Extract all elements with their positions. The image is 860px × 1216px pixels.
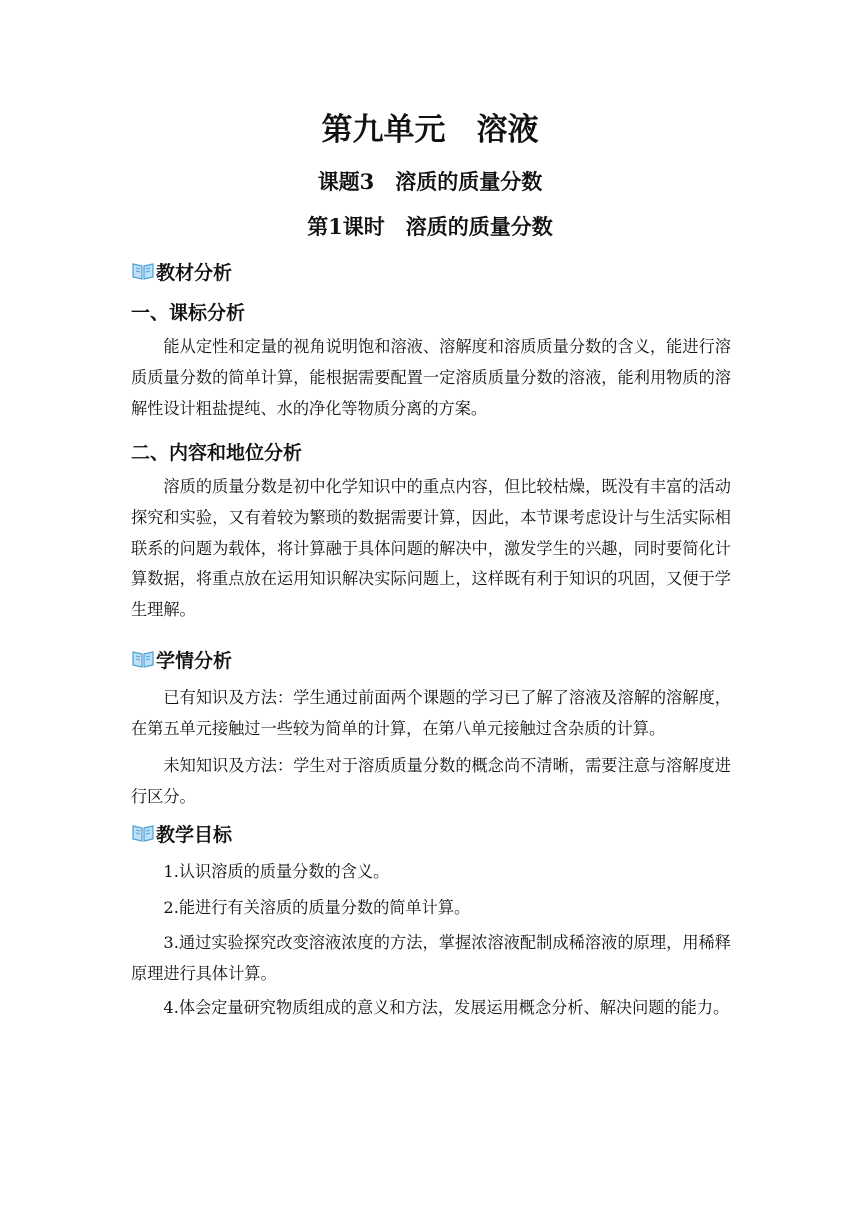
book-icon: [131, 823, 155, 843]
paragraph-known: 已有知识及方法：学生通过前面两个课题的学习已了解了溶液及溶解的溶解度，在第五单元接触过一些较为简单的计算，在第八单元接触过含杂质的计算。: [131, 688, 731, 738]
lesson-title: 课题3 溶质的质量分数: [317, 169, 543, 194]
book-icon: [131, 649, 155, 669]
section-teaching-goals: [131, 818, 232, 848]
section-heading: 教材分析: [156, 261, 233, 284]
section-student-analysis: [131, 644, 232, 674]
section-heading: 学情分析: [156, 649, 233, 672]
subheading-content: 二、内容和地位分析: [131, 442, 303, 464]
period-title: 第1课时 溶质的质量分数: [307, 214, 553, 239]
goal-item: 1.认识溶质的质量分数的含义。: [163, 862, 390, 881]
goal-item: 3.通过实验探究改变溶液浓度的方法，掌握浓溶液配制成稀溶液的原理，用稀释原理进行具体计算。: [131, 933, 731, 983]
book-icon: [131, 261, 155, 281]
paragraph-unknown: 未知知识及方法：学生对于溶质质量分数的概念尚不清晰，需要注意与溶解度进行区分。: [131, 756, 731, 806]
paragraph-content: 溶质的质量分数是初中化学知识中的重点内容，但比较枯燥，既没有丰富的活动探究和实验，又有着较为繁琐的数据需要计算，因此，本节课考虑设计与生活实际相联系的问题为载体，将计算融于具体问题的解决中，激发学生的兴趣，同时要简化计算数据，将重点放在运用知识解决实际问题上，这样既有利于知识的巩固，又便于学生理解。: [131, 477, 731, 620]
goal-item: 4.体会定量研究物质组成的意义和方法，发展运用概念分析、解决问题的能力。: [163, 998, 730, 1017]
section-textbook-analysis: [131, 256, 232, 286]
unit-title: 第九单元 溶液: [321, 112, 539, 148]
paragraph-curriculum: 能从定性和定量的视角说明饱和溶液、溶解度和溶质质量分数的含义，能进行溶质质量分数的简单计算，能根据需要配置一定溶质质量分数的溶液，能利用物质的溶解性设计粗盐提纯、水的净化等物质分离的方案。: [131, 337, 731, 418]
goal-item: 2.能进行有关溶质的质量分数的简单计算。: [163, 898, 471, 917]
subheading-curriculum: 一、课标分析: [131, 302, 246, 324]
section-heading: 教学目标: [156, 823, 233, 846]
